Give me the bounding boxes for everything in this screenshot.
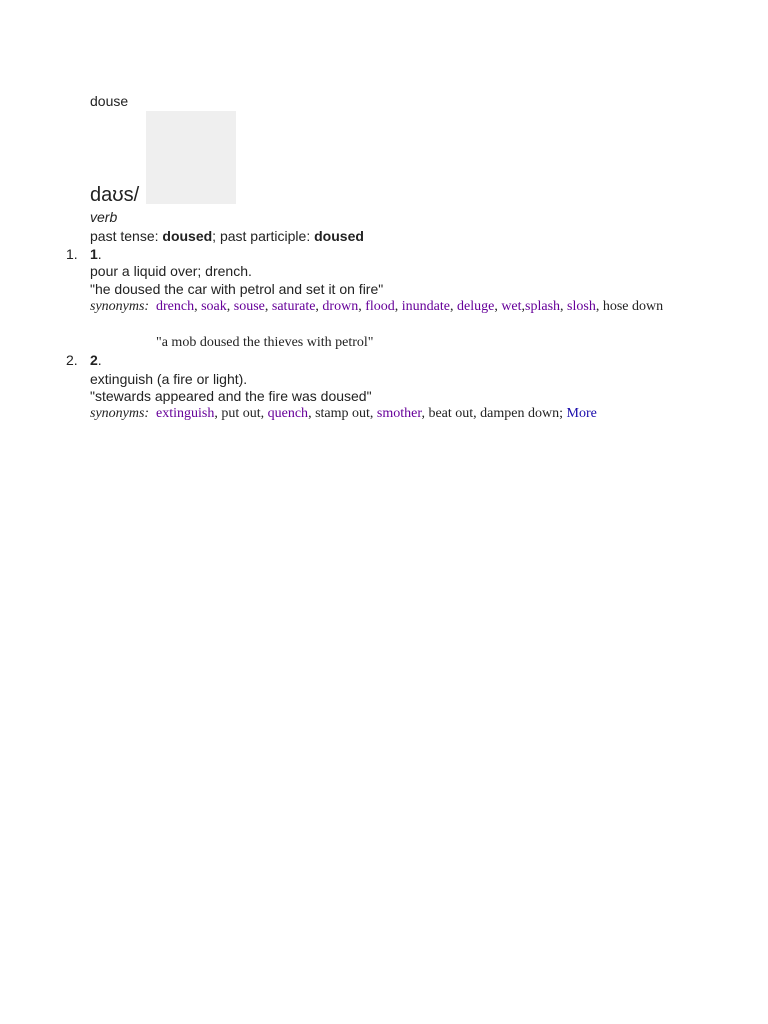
synonyms-label: synonyms: <box>90 406 150 421</box>
past-participle-value: doused <box>314 228 364 244</box>
sense-1-example: "he doused the car with petrol and set it on fire" <box>90 281 384 297</box>
part-of-speech: verb <box>90 209 118 225</box>
synonym-link[interactable]: wet <box>501 299 522 314</box>
word-forms <box>90 228 364 244</box>
synonym-link[interactable]: drown <box>322 299 359 314</box>
sense-1-synonyms <box>90 298 680 316</box>
sense-1-number-value: 1 <box>90 246 98 262</box>
sense-2-example: "stewards appeared and the fire was doused" <box>90 388 372 404</box>
synonym-link[interactable]: extinguish <box>156 406 215 421</box>
synonym-link[interactable]: smother <box>376 406 422 421</box>
past-tense-value: doused <box>162 228 213 244</box>
sense-1-number: 1. <box>90 246 102 262</box>
sense-2-list-marker: 2. <box>66 352 78 368</box>
synonym-text: put out <box>221 406 261 421</box>
synonym-link[interactable]: slosh <box>567 299 596 314</box>
synonym-text: beat out <box>428 406 474 421</box>
sense-2-number-value: 2 <box>90 352 98 368</box>
sense-1-definition: pour a liquid over; drench. <box>90 263 252 279</box>
synonyms-label: synonyms: <box>90 299 150 314</box>
synonym-text: stamp out <box>315 406 370 421</box>
word-image-placeholder <box>146 111 236 204</box>
synonyms-list: extinguish, put out, quench, stamp out, smother, beat out, dampen down; More <box>156 406 597 421</box>
synonym-link[interactable]: flood <box>365 299 395 314</box>
synonym-link[interactable]: souse <box>233 299 265 314</box>
more-link[interactable]: More <box>566 406 597 421</box>
synonym-text: hose down <box>602 299 664 314</box>
synonym-text: dampen down <box>480 406 560 421</box>
synonym-link[interactable]: splash <box>525 299 561 314</box>
sense-2-definition: extinguish (a fire or light). <box>90 371 248 387</box>
synonym-link[interactable]: soak <box>201 299 227 314</box>
past-participle-label: past participle: <box>219 228 315 244</box>
sense-2-synonyms <box>90 405 710 423</box>
sense-1-synonym-example: "a mob doused the thieves with petrol" <box>156 335 374 350</box>
pronunciation: daʊs/ <box>90 184 140 206</box>
synonym-link[interactable]: saturate <box>271 299 316 314</box>
synonym-link[interactable]: inundate <box>401 299 450 314</box>
past-tense-label: past tense: <box>90 228 163 244</box>
sense-1-list-marker: 1. <box>66 246 78 262</box>
synonym-link[interactable]: deluge <box>456 299 495 314</box>
headword: douse <box>90 93 129 109</box>
synonym-link[interactable]: drench <box>156 299 195 314</box>
synonyms-list: drench, soak, souse, saturate, drown, flood, inundate, deluge, wet,splash, slosh, hose down <box>156 299 664 314</box>
forms-separator: ; <box>212 228 220 244</box>
synonym-link[interactable]: quench <box>267 406 309 421</box>
sense-2-number: 2. <box>90 352 102 368</box>
